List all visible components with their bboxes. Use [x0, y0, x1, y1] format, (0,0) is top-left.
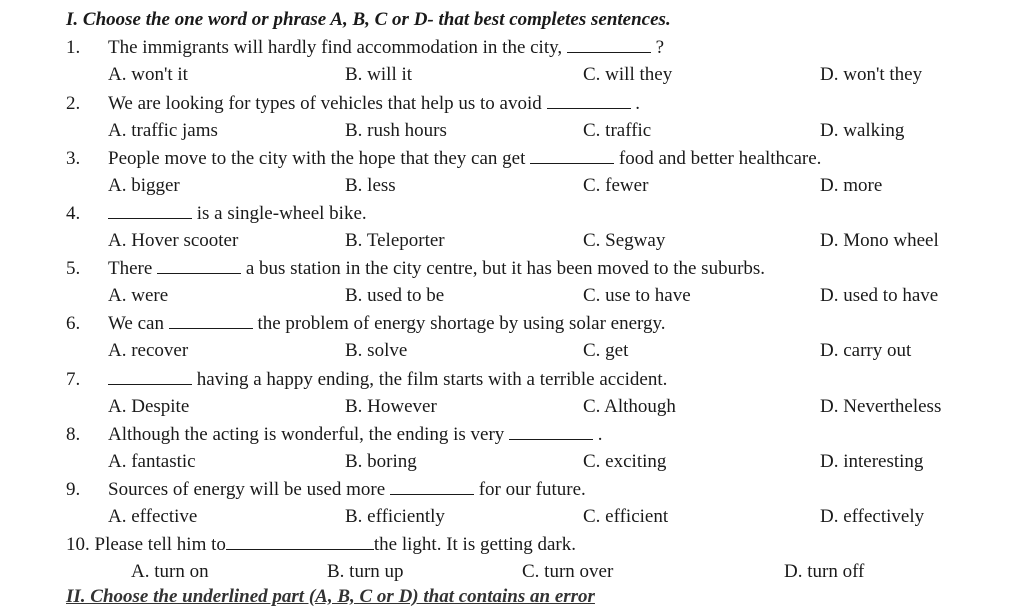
question-stem: There a bus station in the city centre, but it has been moved to the suburbs. — [108, 258, 766, 279]
question-stem: People move to the city with the hope that they can get food and better healthcare. — [108, 148, 822, 169]
question-stem: The immigrants will hardly find accommodation in the city, ? — [108, 37, 665, 58]
option-a[interactable]: A. fantastic — [108, 451, 196, 472]
option-b[interactable]: B. turn up — [327, 561, 404, 582]
option-d[interactable]: D. Nevertheless — [820, 396, 942, 417]
question-9 — [0, 476, 1024, 531]
question-1 — [0, 34, 1024, 89]
answer-blank — [108, 201, 192, 219]
question-7 — [0, 366, 1024, 421]
option-b[interactable]: B. less — [345, 175, 396, 196]
question-stem: having a happy ending, the film starts with a terrible accident. — [108, 366, 667, 393]
option-c[interactable]: C. turn over — [522, 561, 614, 582]
question-stem: Although the acting is wonderful, the ending is very . — [108, 424, 603, 445]
question-number: 2. — [66, 93, 81, 114]
option-a[interactable]: A. recover — [108, 340, 189, 361]
option-b[interactable]: B. boring — [345, 451, 417, 472]
question-number: 8. — [66, 424, 81, 445]
question-5 — [0, 255, 1024, 310]
question-number: 6. — [66, 313, 81, 334]
question-10 — [0, 531, 1024, 586]
question-stem: 10. Please tell him to the light. It is getting dark. — [66, 534, 577, 555]
question-stem: We can the problem of energy shortage by using solar energy. — [108, 313, 666, 334]
option-d[interactable]: D. won't they — [820, 64, 923, 85]
answer-blank — [169, 311, 253, 329]
option-b[interactable]: B. efficiently — [345, 506, 445, 527]
option-c[interactable]: C. use to have — [583, 285, 691, 306]
option-b[interactable]: B. rush hours — [345, 120, 447, 141]
option-b[interactable]: B. Teleporter — [345, 230, 445, 251]
option-a[interactable]: A. traffic jams — [108, 120, 218, 141]
question-2 — [0, 90, 1024, 145]
question-stem: is a single-wheel bike. — [108, 200, 367, 227]
option-d[interactable]: D. walking — [820, 120, 905, 141]
option-c[interactable]: C. Segway — [583, 230, 666, 251]
question-number: 3. — [66, 148, 81, 169]
question-number: 7. — [66, 369, 81, 390]
answer-blank — [547, 91, 631, 109]
question-number: 10. — [66, 534, 90, 555]
question-stem: Sources of energy will be used more for our future. — [108, 479, 586, 500]
answer-blank — [567, 35, 651, 53]
option-c[interactable]: C. will they — [583, 64, 673, 85]
option-c[interactable]: C. traffic — [583, 120, 652, 141]
question-stem: We are looking for types of vehicles that help us to avoid . — [108, 93, 641, 114]
option-c[interactable]: C. get — [583, 340, 629, 361]
option-a[interactable]: A. Hover scooter — [108, 230, 239, 251]
answer-blank — [108, 367, 192, 385]
option-b[interactable]: B. solve — [345, 340, 408, 361]
option-c[interactable]: C. Although — [583, 396, 676, 417]
option-a[interactable]: A. Despite — [108, 396, 190, 417]
option-b[interactable]: B. used to be — [345, 285, 445, 306]
question-number: 4. — [66, 203, 81, 224]
section-1-title: I. Choose the one word or phrase A, B, C or D- that best completes sentences. — [66, 9, 671, 30]
option-a[interactable]: A. were — [108, 285, 169, 306]
option-d[interactable]: D. Mono wheel — [820, 230, 939, 251]
answer-blank — [530, 146, 614, 164]
option-a[interactable]: A. turn on — [131, 561, 209, 582]
option-b[interactable]: B. will it — [345, 64, 413, 85]
option-c[interactable]: C. efficient — [583, 506, 669, 527]
option-a[interactable]: A. won't it — [108, 64, 188, 85]
option-d[interactable]: D. interesting — [820, 451, 924, 472]
option-d[interactable]: D. carry out — [820, 340, 912, 361]
option-c[interactable]: C. exciting — [583, 451, 667, 472]
answer-blank — [226, 532, 374, 550]
question-6 — [0, 310, 1024, 365]
question-4 — [0, 200, 1024, 255]
option-d[interactable]: D. used to have — [820, 285, 939, 306]
option-a[interactable]: A. bigger — [108, 175, 180, 196]
question-8 — [0, 421, 1024, 476]
option-d[interactable]: D. effectively — [820, 506, 925, 527]
option-d[interactable]: D. more — [820, 175, 883, 196]
question-number: 9. — [66, 479, 81, 500]
option-c[interactable]: C. fewer — [583, 175, 649, 196]
section-2-title: II. Choose the underlined part (A, B, C or D) that contains an error — [66, 586, 595, 607]
answer-blank — [390, 477, 474, 495]
option-a[interactable]: A. effective — [108, 506, 198, 527]
question-number: 1. — [66, 37, 81, 58]
option-b[interactable]: B. However — [345, 396, 437, 417]
question-3 — [0, 145, 1024, 200]
answer-blank — [157, 256, 241, 274]
question-number: 5. — [66, 258, 81, 279]
option-d[interactable]: D. turn off — [784, 561, 865, 582]
answer-blank — [509, 422, 593, 440]
